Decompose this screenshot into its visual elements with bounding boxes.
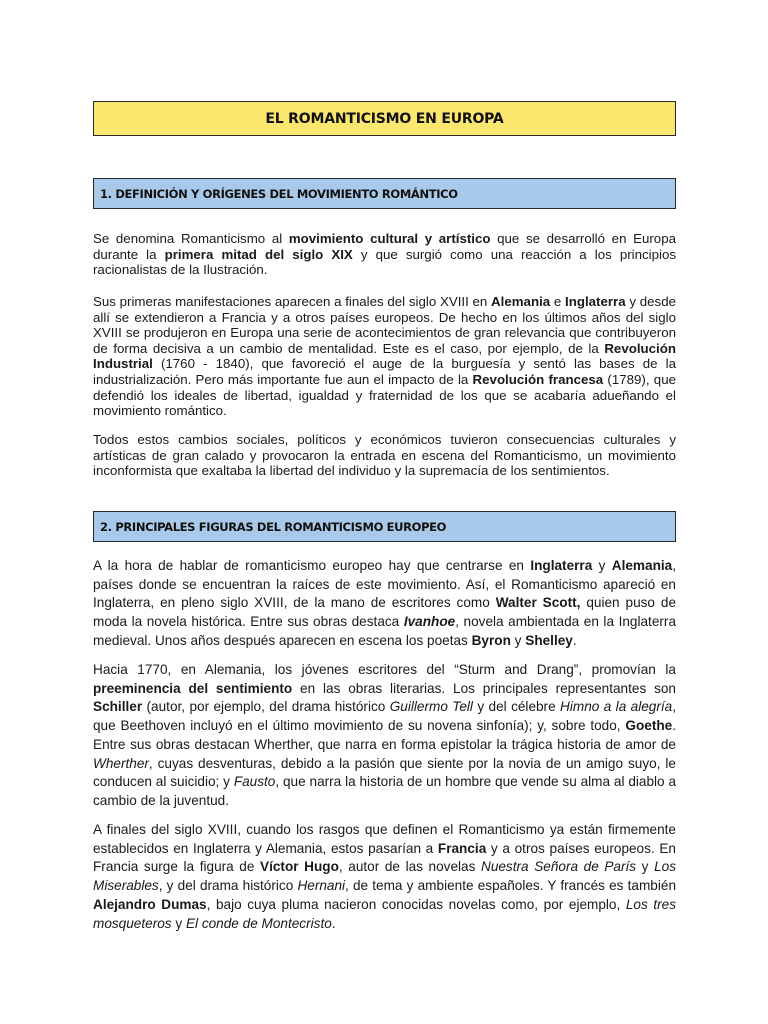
document-title: EL ROMANTICISMO EN EUROPA bbox=[93, 101, 676, 136]
text-run: y desde allí se extendieron a Francia y a otros países europeos. De hecho en los últimos años del siglo XVIII se produjeron en Europa una serie de acontecimientos de gran relevancia que contribuyeron de forma decisiva a un cambio de mentalidad. Este es el caso, por ejemplo, de la bbox=[93, 294, 676, 356]
text-run: y bbox=[636, 859, 655, 875]
section-heading-2: 2. PRINCIPALES FIGURAS DEL ROMANTICISMO EUROPEO bbox=[93, 511, 676, 542]
text-run: y bbox=[592, 558, 612, 573]
text-run: . bbox=[572, 632, 577, 648]
text-run: y del célebre bbox=[472, 699, 561, 715]
bold-text: Inglaterra bbox=[530, 558, 593, 573]
text-run: y que surgió como una reacción a los principios racionalistas de la Ilustración. bbox=[93, 246, 676, 278]
text-run: y a otros países europeos. En Francia surge la figura de bbox=[93, 840, 676, 875]
text-run: , que narra la historia de un hombre que vende su alma al diablo a cambio de la juventud. bbox=[93, 774, 676, 808]
bold-text bbox=[404, 614, 455, 629]
bold-text: Revolución francesa bbox=[472, 371, 604, 387]
bold-text: Shelley bbox=[525, 632, 573, 648]
text-run: que se desarrolló en Europa durante la bbox=[93, 231, 676, 262]
bold-text: Walter Scott, bbox=[495, 595, 581, 611]
text-run: , novela ambientada en la Inglaterra medieval. Unos años después aparecen en escena los poetas bbox=[93, 614, 677, 648]
italic-text: El conde de Montecristo bbox=[185, 915, 332, 931]
text-run: e bbox=[550, 294, 566, 309]
text-run: A finales del siglo XVIII, cuando los rasgos que definen el Romanticismo ya están firmemente establecidos en Inglaterra y Alemania, estos pasarían a bbox=[93, 822, 676, 856]
text-run: , países donde se encuentran la raíces de este movimiento. Así, el Romanticismo apareció en Inglaterra, en pleno siglo XVIII, de la mano de escritores como bbox=[93, 558, 676, 611]
text-run: Se denomina Romanticismo al bbox=[93, 231, 289, 246]
section-1-paragraph-3 bbox=[93, 432, 676, 479]
bold-text: Víctor Hugo bbox=[260, 859, 339, 875]
section-1-paragraph-2 bbox=[93, 294, 676, 419]
bold-text: Schiller bbox=[93, 699, 143, 715]
text-run: A la hora de hablar de romanticismo europeo hay que centrarse en bbox=[93, 558, 531, 573]
emphasis: Ivanhoe bbox=[403, 614, 456, 630]
section-2-paragraph-3 bbox=[93, 821, 676, 933]
text-run: , cuyas desventuras, debido a la pasión que siente por la novia de un amigo suyo, le conducen al suicidio; y bbox=[93, 755, 676, 790]
section-heading-1: 1. DEFINICIÓN Y ORÍGENES DEL MOVIMIENTO ROMÁNTICO bbox=[93, 178, 676, 209]
text-run: . bbox=[331, 915, 336, 931]
text-run: (1760 - 1840), que favoreció el auge de la burguesía y sentó las bases de la industrialización. Pero más importante fue aun el impacto de la bbox=[93, 356, 676, 387]
bold-text: movimiento cultural y artístico bbox=[288, 231, 491, 246]
text-run: (1789), que defendió los ideales de libertad, igualdad y fraternidad de los que se acabaría adueñando el movimiento romántico. bbox=[93, 371, 676, 419]
text-run: . Entre sus obras destacan Wherther, que narra en forma epistolar la trágica historia de amor de bbox=[93, 718, 676, 752]
bold-text: Francia bbox=[437, 840, 487, 856]
text-run: quien puso de moda la novela histórica. Entre sus obras destaca bbox=[93, 595, 677, 630]
italic-text: Los Miserables bbox=[93, 859, 676, 894]
text-run: y bbox=[510, 632, 526, 648]
bold-text: preeminencia del sentimiento bbox=[93, 680, 293, 696]
text-run: en las obras literarias. Los principales representantes son bbox=[292, 680, 676, 696]
bold-text: Revolución Industrial bbox=[93, 340, 676, 372]
bold-text: Byron bbox=[471, 632, 511, 648]
italic-text: Fausto bbox=[233, 774, 276, 790]
text-run: Sus primeras manifestaciones aparecen a finales del siglo XVIII en bbox=[93, 294, 492, 309]
bold-text: Alejandro Dumas bbox=[93, 896, 207, 912]
text-run: Hacia 1770, en Alemania, los jóvenes escritores del “Sturm and Drang”, promovían la bbox=[93, 662, 676, 677]
text-run: , de tema y ambiente españoles. Y francés es también bbox=[345, 878, 677, 894]
italic-text: Nuestra Señora de París bbox=[481, 859, 637, 875]
bold-text: Alemania bbox=[491, 294, 551, 309]
italic-text: Los tres mosqueteros bbox=[93, 896, 677, 931]
bold-text: primera mitad del siglo XIX bbox=[164, 246, 353, 262]
bold-text: Inglaterra bbox=[565, 294, 626, 309]
section-1-paragraph-1 bbox=[93, 231, 676, 278]
section-2-paragraph-2 bbox=[93, 661, 676, 811]
text-run: , y del drama histórico bbox=[158, 878, 298, 894]
text-run: , autor de las novelas bbox=[338, 859, 481, 875]
italic-text: Himno a la alegría bbox=[560, 699, 673, 715]
bold-text: Alemania bbox=[611, 558, 673, 573]
text-run: y bbox=[171, 915, 186, 931]
bold-text: Goethe bbox=[625, 718, 673, 734]
text-run: , bajo cuya pluma nacieron conocidas novelas como, por ejemplo, bbox=[206, 896, 626, 912]
text-run: (autor, por ejemplo, del drama histórico bbox=[142, 699, 390, 715]
italic-text: Guillermo Tell bbox=[389, 699, 473, 715]
italic-text: Hernani bbox=[297, 878, 346, 894]
text-run: , que Beethoven incluyó en el último movimiento de su novena sinfonía); y, sobre todo, bbox=[93, 699, 676, 734]
section-2-paragraph-1 bbox=[93, 557, 676, 651]
text-run: Todos estos cambios sociales, políticos y económicos tuvieron consecuencias culturales y artísticas de gran calado y provocaron la entrada en escena del Romanticismo, un movimiento inconformista que exaltaba la libertad del individuo y la supremacía de los sentimientos. bbox=[93, 432, 676, 479]
italic-text: Wherther bbox=[93, 755, 149, 771]
